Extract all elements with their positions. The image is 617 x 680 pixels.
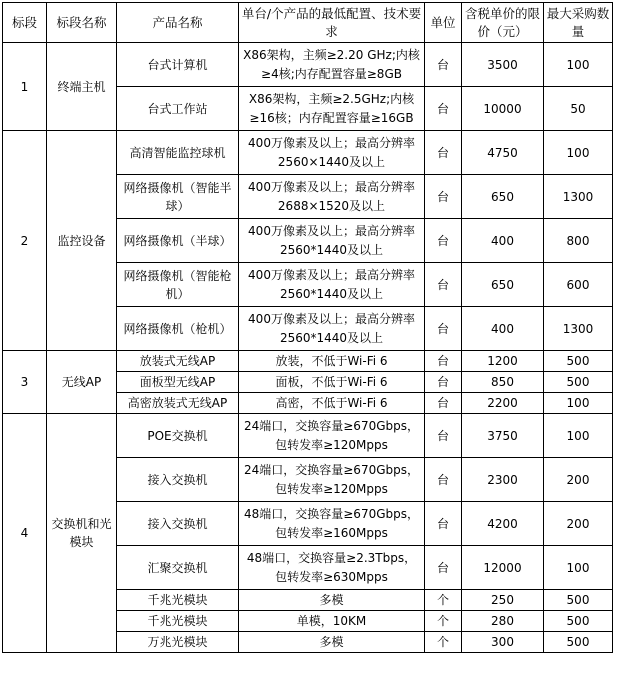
- unit-cell: 台: [425, 546, 462, 590]
- spec-cell: 高密，不低于Wi-Fi 6: [239, 393, 425, 414]
- price-cell: 650: [462, 263, 544, 307]
- unit-cell: 台: [425, 131, 462, 175]
- table-row: [3, 414, 613, 458]
- unit-cell: 台: [425, 219, 462, 263]
- unit-cell: 台: [425, 87, 462, 131]
- spec-cell: 多模: [239, 590, 425, 611]
- unit-cell: 台: [425, 502, 462, 546]
- qty-cell: 200: [544, 458, 613, 502]
- procurement-table: [2, 2, 613, 653]
- product-name: 接入交换机: [117, 458, 239, 502]
- product-name: 网络摄像机（半球）: [117, 219, 239, 263]
- product-name: 汇聚交换机: [117, 546, 239, 590]
- price-cell: 2300: [462, 458, 544, 502]
- price-cell: 4200: [462, 502, 544, 546]
- qty-cell: 500: [544, 590, 613, 611]
- spec-cell: 48端口，交换容量≥2.3Tbps，包转发率≥630Mpps: [239, 546, 425, 590]
- spec-cell: 400万像素及以上；最高分辨率2560*1440及以上: [239, 263, 425, 307]
- qty-cell: 800: [544, 219, 613, 263]
- header-unit: 单位: [425, 3, 462, 43]
- unit-cell: 台: [425, 372, 462, 393]
- price-cell: 3750: [462, 414, 544, 458]
- price-cell: 300: [462, 632, 544, 653]
- qty-cell: 100: [544, 131, 613, 175]
- product-name: 高清智能监控球机: [117, 131, 239, 175]
- qty-cell: 500: [544, 611, 613, 632]
- product-name: 万兆光模块: [117, 632, 239, 653]
- product-name: 面板型无线AP: [117, 372, 239, 393]
- qty-cell: 1300: [544, 175, 613, 219]
- spec-cell: 多模: [239, 632, 425, 653]
- section-number: 1: [3, 43, 47, 131]
- spec-cell: 400万像素及以上；最高分辨率2688×1520及以上: [239, 175, 425, 219]
- product-name: 网络摄像机（智能半球）: [117, 175, 239, 219]
- qty-cell: 50: [544, 87, 613, 131]
- qty-cell: 100: [544, 414, 613, 458]
- spec-cell: X86架构，主频≥2.5GHz;内核≥16核；内存配置容量≥16GB: [239, 87, 425, 131]
- spec-cell: 单模，10KM: [239, 611, 425, 632]
- product-name: 千兆光模块: [117, 590, 239, 611]
- product-name: 台式工作站: [117, 87, 239, 131]
- price-cell: 2200: [462, 393, 544, 414]
- unit-cell: 台: [425, 263, 462, 307]
- product-name: 接入交换机: [117, 502, 239, 546]
- price-cell: 400: [462, 219, 544, 263]
- price-cell: 850: [462, 372, 544, 393]
- price-cell: 4750: [462, 131, 544, 175]
- header-price: 含税单价的限价（元）: [462, 3, 544, 43]
- qty-cell: 1300: [544, 307, 613, 351]
- product-name: 高密放装式无线AP: [117, 393, 239, 414]
- spec-cell: 放装，不低于Wi-Fi 6: [239, 351, 425, 372]
- unit-cell: 台: [425, 175, 462, 219]
- spec-cell: 48端口，交换容量≥670Gbps，包转发率≥160Mpps: [239, 502, 425, 546]
- unit-cell: 台: [425, 351, 462, 372]
- price-cell: 12000: [462, 546, 544, 590]
- qty-cell: 500: [544, 351, 613, 372]
- price-cell: 1200: [462, 351, 544, 372]
- unit-cell: 个: [425, 590, 462, 611]
- header-max-qty: 最大采购数量: [544, 3, 613, 43]
- unit-cell: 台: [425, 393, 462, 414]
- qty-cell: 100: [544, 546, 613, 590]
- product-name: 网络摄像机（枪机）: [117, 307, 239, 351]
- header-section: 标段: [3, 3, 47, 43]
- section-name: 交换机和光模块: [47, 414, 117, 653]
- spec-cell: X86架构，主频≥2.20 GHz;内核≥4核;内存配置容量≥8GB: [239, 43, 425, 87]
- spec-cell: 24端口，交换容量≥670Gbps，包转发率≥120Mpps: [239, 458, 425, 502]
- section-number: 4: [3, 414, 47, 653]
- qty-cell: 100: [544, 43, 613, 87]
- section-name: 终端主机: [47, 43, 117, 131]
- unit-cell: 台: [425, 414, 462, 458]
- section-name: 监控设备: [47, 131, 117, 351]
- price-cell: 280: [462, 611, 544, 632]
- price-cell: 400: [462, 307, 544, 351]
- section-name: 无线AP: [47, 351, 117, 414]
- price-cell: 3500: [462, 43, 544, 87]
- spec-cell: 400万像素及以上；最高分辨率2560*1440及以上: [239, 307, 425, 351]
- spec-cell: 400万像素及以上；最高分辨率2560*1440及以上: [239, 219, 425, 263]
- table-row: [3, 131, 613, 175]
- product-name: POE交换机: [117, 414, 239, 458]
- qty-cell: 500: [544, 632, 613, 653]
- spec-cell: 400万像素及以上；最高分辨率2560×1440及以上: [239, 131, 425, 175]
- unit-cell: 台: [425, 43, 462, 87]
- unit-cell: 个: [425, 632, 462, 653]
- table-row: [3, 351, 613, 372]
- spec-cell: 面板，不低于Wi-Fi 6: [239, 372, 425, 393]
- qty-cell: 600: [544, 263, 613, 307]
- qty-cell: 500: [544, 372, 613, 393]
- section-number: 2: [3, 131, 47, 351]
- header-row: [3, 3, 613, 43]
- product-name: 放装式无线AP: [117, 351, 239, 372]
- spec-cell: 24端口，交换容量≥670Gbps，包转发率≥120Mpps: [239, 414, 425, 458]
- table-row: [3, 43, 613, 87]
- qty-cell: 100: [544, 393, 613, 414]
- header-spec: 单台/个产品的最低配置、技术要求: [239, 3, 425, 43]
- header-section-name: 标段名称: [47, 3, 117, 43]
- product-name: 网络摄像机（智能枪机）: [117, 263, 239, 307]
- product-name: 台式计算机: [117, 43, 239, 87]
- unit-cell: 台: [425, 307, 462, 351]
- header-product: 产品名称: [117, 3, 239, 43]
- price-cell: 10000: [462, 87, 544, 131]
- qty-cell: 200: [544, 502, 613, 546]
- price-cell: 250: [462, 590, 544, 611]
- product-name: 千兆光模块: [117, 611, 239, 632]
- price-cell: 650: [462, 175, 544, 219]
- section-number: 3: [3, 351, 47, 414]
- unit-cell: 个: [425, 611, 462, 632]
- unit-cell: 台: [425, 458, 462, 502]
